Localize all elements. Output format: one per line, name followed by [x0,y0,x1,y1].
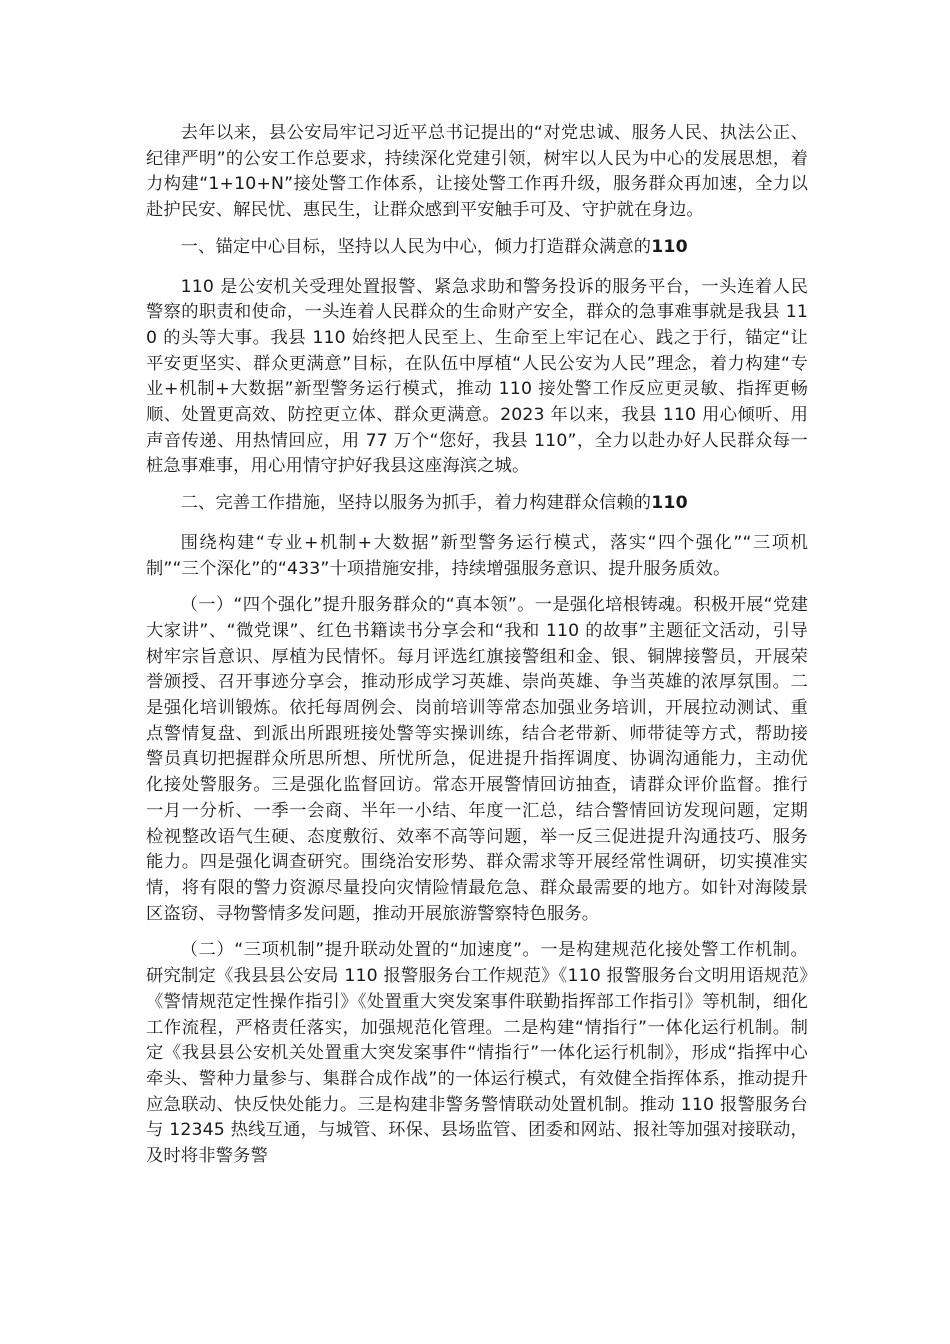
section-2-intro-paragraph: 围绕构建“专业+机制+大数据”新型警务运行模式，落实“四个强化”“三项机制”“三个深化”的“433”十项措施安排，持续增强服务意识、提升服务质效。 [146,532,808,579]
section-2-part-1-paragraph: （一）“四个强化”提升服务群众的“真本领”。一是强化培根铸魂。积极开展“党建大家讲”、“微党课”、红色书籍读书分享会和“我和 110 的故事”主题征文活动，引导树牢宗旨意识、厚植为民情怀。每月评选红旗接警组和金、银、铜牌接警员，开展荣誉颁授、召开事迹分享会，推动形成学习英雄、崇尚英雄、争当英雄的浓厚氛围。二是强化培训锻炼。依托每周例会、岗前培训等常态加强业务培训，开展拉动测试、重点警情复盘、到派出所跟班接处警等实操训练，结合老带新、师带徒等方式，帮助接警员真切把握群众所思所想、所忧所急，促进提升指挥调度、协调沟通能力，主动优化接处警服务。三是强化监督回访。常态开展警情回访抽查，请群众评价监督。推行一月一分析、一季一会商、半年一小结、年度一汇总，结合警情回访发现问题，定期检视整改语气生硬、态度敷衍、效率不高等问题，举一反三促进提升沟通技巧、服务能力。四是强化调查研究。围绕治安形势、群众需求等开展经常性调研，切实摸准实情，将有限的警力资源尽量投向灾情险情最危急、群众最需要的地方。如针对海陵景区盗窃、寻物警情多发问题，推动开展旅游警察特色服务。 [146,595,808,924]
section-heading-1-number: 110 [651,236,688,257]
section-2-part-2-paragraph: （二）“三项机制”提升联动处置的“加速度”。一是构建规范化接处警工作机制。研究制定《我县县公安局 110 报警服务台工作规范》《110 报警服务台文明用语规范》《警情规范定性操作指引》《处置重大突发案事件联勤指挥部工作指引》等机制，细化工作流程，严格责任落实，加强规范化管理。二是构建“情指行”一体化运行机制。制定《我县县公安机关处置重大突发案事件“情指行”一体化运行机制》，形成“指挥中心牵头、警种力量参与、集群合成作战”的一体运行模式，有效健全指挥体系，推动提升应急联动、快反快处能力。三是构建非警务警情联动处置机制。推动 110 报警服务台与 12345 热线互通，与城管、环保、县场监管、团委和网站、报社等加强对接联动，及时将非警务警 [146,940,808,1167]
section-heading-2 [146,491,808,517]
section-1-paragraph: 110 是公安机关受理处置报警、紧急求助和警务投诉的服务平台，一头连着人民警察的职责和使命，一头连着人民群众的生命财产安全，群众的急事难事就是我县 110 的头等大事。我县 110 始终把人民至上、生命至上牢记在心、践之于行，锚定“让平安更坚实、群众更满意”目标，在队伍中厚植“人民公安为人民”理念，着力构建“专业+机制+大数据”新型警务运行模式，推动 110 接处警工作反应更灵敏、指挥更畅顺、处置更高效、防控更立体、群众更满意。2023 年以来，我县 110 用心倾听、用声音传递、用热情回应，用 77 万个“您好，我县 110”，全力以赴办好人民群众每一桩急事难事，用心用情守护好我县这座海滨之城。 [146,276,808,477]
section-heading-1-text: 一、锚定中心目标，坚持以人民为中心，倾力打造群众满意的 [180,236,652,257]
section-heading-2-text: 二、完善工作措施，坚持以服务为抓手，着力构建群众信赖的 [180,493,652,514]
section-heading-1 [146,235,808,261]
section-heading-2-number: 110 [651,493,688,514]
document-page [146,121,808,1181]
intro-paragraph: 去年以来，县公安局牢记习近平总书记提出的“对党忠诚、服务人民、执法公正、纪律严明”的公安工作总要求，持续深化党建引领，树牢以人民为中心的发展思想，着力构建“1+10+N”接处警工作体系，让接处警工作再升级，服务群众再加速，全力以赴护民安、解民忧、惠民生，让群众感到平安触手可及、守护就在身边。 [146,123,808,221]
